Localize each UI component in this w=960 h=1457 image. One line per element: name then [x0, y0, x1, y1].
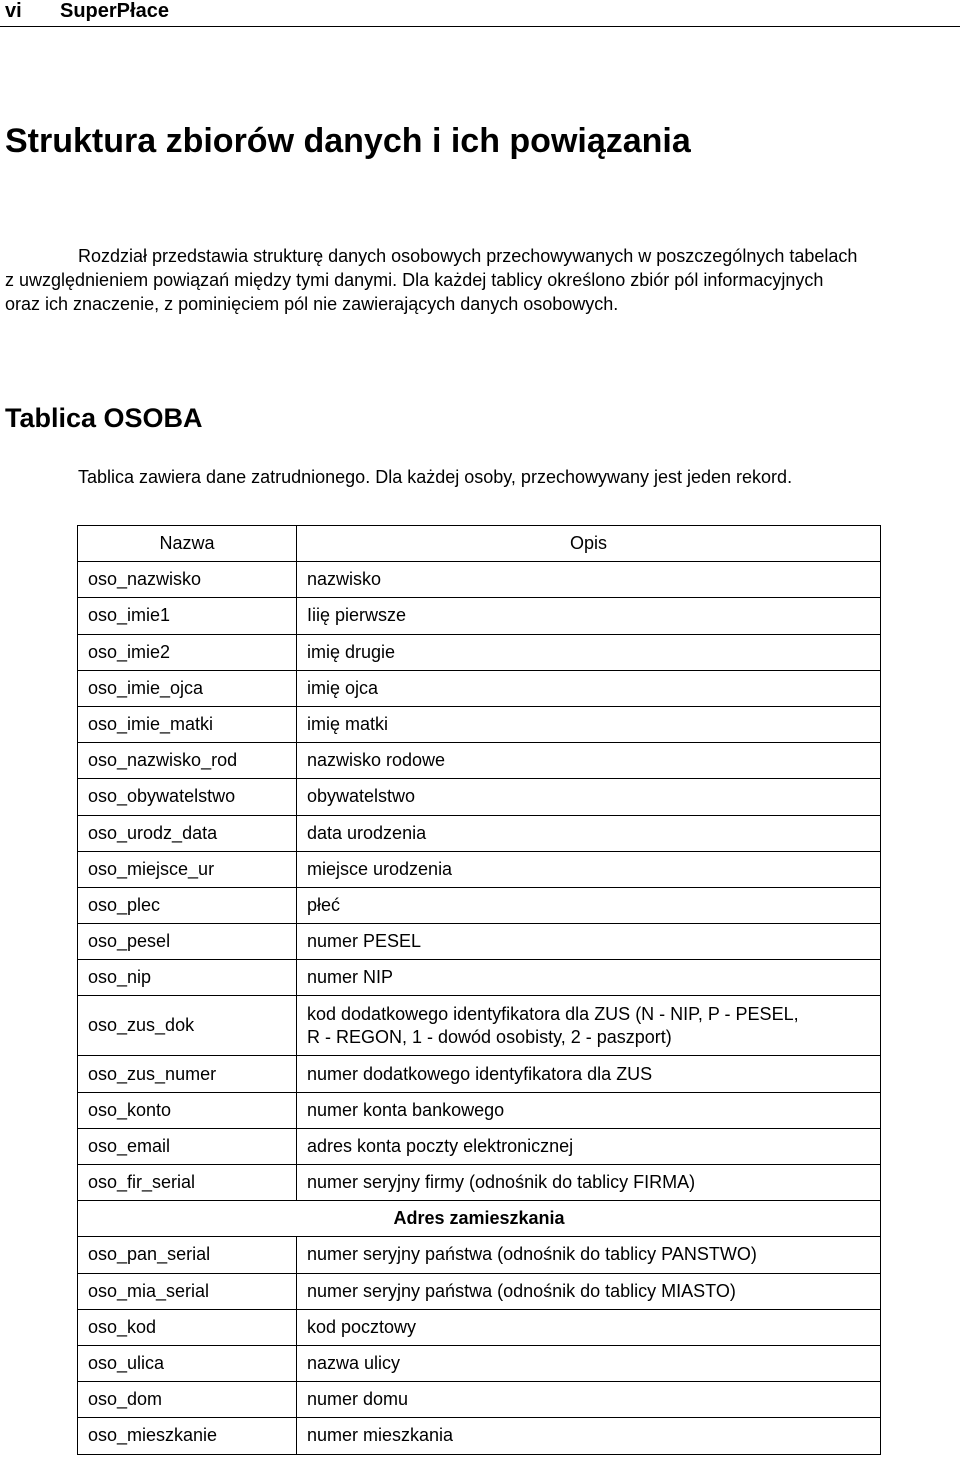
field-name: oso_plec	[78, 887, 297, 923]
table-row	[78, 562, 881, 598]
table-row	[78, 1237, 881, 1273]
field-name: oso_ulica	[78, 1345, 297, 1381]
table-row	[78, 1418, 881, 1454]
intro-line: oraz ich znaczenie, z pominięciem pól nie zawierających danych osobowych.	[5, 294, 619, 314]
field-description: numer PESEL	[297, 924, 881, 960]
field-name: oso_kod	[78, 1309, 297, 1345]
field-name: oso_urodz_data	[78, 815, 297, 851]
field-description: nazwisko	[297, 562, 881, 598]
table-row	[78, 598, 881, 634]
field-name: oso_miejsce_ur	[78, 851, 297, 887]
field-name: oso_pan_serial	[78, 1237, 297, 1273]
table-row	[78, 1382, 881, 1418]
table-group-row	[78, 1201, 881, 1237]
field-description: numer seryjny państwa (odnośnik do tablicy MIASTO)	[297, 1273, 881, 1309]
document-name: SuperPłace	[60, 0, 169, 22]
table-row	[78, 670, 881, 706]
field-name: oso_imie2	[78, 634, 297, 670]
field-description: numer dodatkowego identyfikatora dla ZUS	[297, 1056, 881, 1092]
field-description: nazwa ulicy	[297, 1345, 881, 1381]
field-description: kod pocztowy	[297, 1309, 881, 1345]
table-row	[78, 960, 881, 996]
field-description: numer konta bankowego	[297, 1092, 881, 1128]
field-description: imię drugie	[297, 634, 881, 670]
table-row	[78, 887, 881, 923]
column-header-description: Opis	[297, 526, 881, 562]
field-name: oso_zus_dok	[78, 996, 297, 1056]
field-name: oso_konto	[78, 1092, 297, 1128]
field-name: oso_mia_serial	[78, 1273, 297, 1309]
section-title: Tablica OSOBA	[5, 403, 203, 433]
field-description: miejsce urodzenia	[297, 851, 881, 887]
table-row	[78, 924, 881, 960]
table-row	[78, 634, 881, 670]
field-description: data urodzenia	[297, 815, 881, 851]
field-name: oso_fir_serial	[78, 1165, 297, 1201]
field-name: oso_nip	[78, 960, 297, 996]
field-description-line: kod dodatkowego identyfikatora dla ZUS (N - NIP, P - PESEL,	[307, 1003, 799, 1024]
table-row	[78, 743, 881, 779]
page-number: vi	[5, 0, 22, 22]
field-description: nazwisko rodowe	[297, 743, 881, 779]
table-row	[78, 851, 881, 887]
table-row	[78, 1056, 881, 1092]
field-description: obywatelstwo	[297, 779, 881, 815]
field-name: oso_mieszkanie	[78, 1418, 297, 1454]
field-description-line: R - REGON, 1 - dowód osobisty, 2 - paszport)	[307, 1026, 672, 1047]
field-description: numer seryjny państwa (odnośnik do tablicy PANSTWO)	[297, 1237, 881, 1273]
field-name: oso_zus_numer	[78, 1056, 297, 1092]
field-description: numer NIP	[297, 960, 881, 996]
intro-paragraph	[5, 244, 955, 316]
intro-line: Rozdział przedstawia strukturę danych osobowych przechowywanych w poszczególnych tabelach	[78, 246, 858, 266]
table-row	[78, 1273, 881, 1309]
intro-line: z uwzględnieniem powiązań między tymi danymi. Dla każdej tablicy określono zbiór pól informacyjnych	[5, 270, 824, 290]
chapter-title: Struktura zbiorów danych i ich powiązania	[5, 122, 691, 160]
table-row	[78, 706, 881, 742]
field-name: oso_imie_ojca	[78, 670, 297, 706]
field-name: oso_email	[78, 1128, 297, 1164]
table-row	[78, 1128, 881, 1164]
table-row	[78, 1309, 881, 1345]
table-row	[78, 1345, 881, 1381]
column-header-name: Nazwa	[78, 526, 297, 562]
field-description: numer domu	[297, 1382, 881, 1418]
field-description: Iiię pierwsze	[297, 598, 881, 634]
osoba-table	[77, 525, 881, 1455]
field-description: numer mieszkania	[297, 1418, 881, 1454]
field-name: oso_nazwisko_rod	[78, 743, 297, 779]
field-name: oso_pesel	[78, 924, 297, 960]
address-group-label: Adres zamieszkania	[78, 1201, 881, 1237]
field-description: płeć	[297, 887, 881, 923]
field-name: oso_imie1	[78, 598, 297, 634]
field-name: oso_obywatelstwo	[78, 779, 297, 815]
field-description: numer seryjny firmy (odnośnik do tablicy FIRMA)	[297, 1165, 881, 1201]
field-name: oso_nazwisko	[78, 562, 297, 598]
page-header	[0, 0, 960, 27]
section-description: Tablica zawiera dane zatrudnionego. Dla każdej osoby, przechowywany jest jeden rekord.	[78, 467, 793, 487]
field-name: oso_dom	[78, 1382, 297, 1418]
table-row	[78, 996, 881, 1056]
field-name: oso_imie_matki	[78, 706, 297, 742]
field-description: imię ojca	[297, 670, 881, 706]
field-description: adres konta poczty elektronicznej	[297, 1128, 881, 1164]
table-row	[78, 1165, 881, 1201]
table-row	[78, 779, 881, 815]
field-description	[297, 996, 881, 1056]
field-description: imię matki	[297, 706, 881, 742]
table-row	[78, 1092, 881, 1128]
table-row	[78, 815, 881, 851]
table-header-row	[78, 526, 881, 562]
